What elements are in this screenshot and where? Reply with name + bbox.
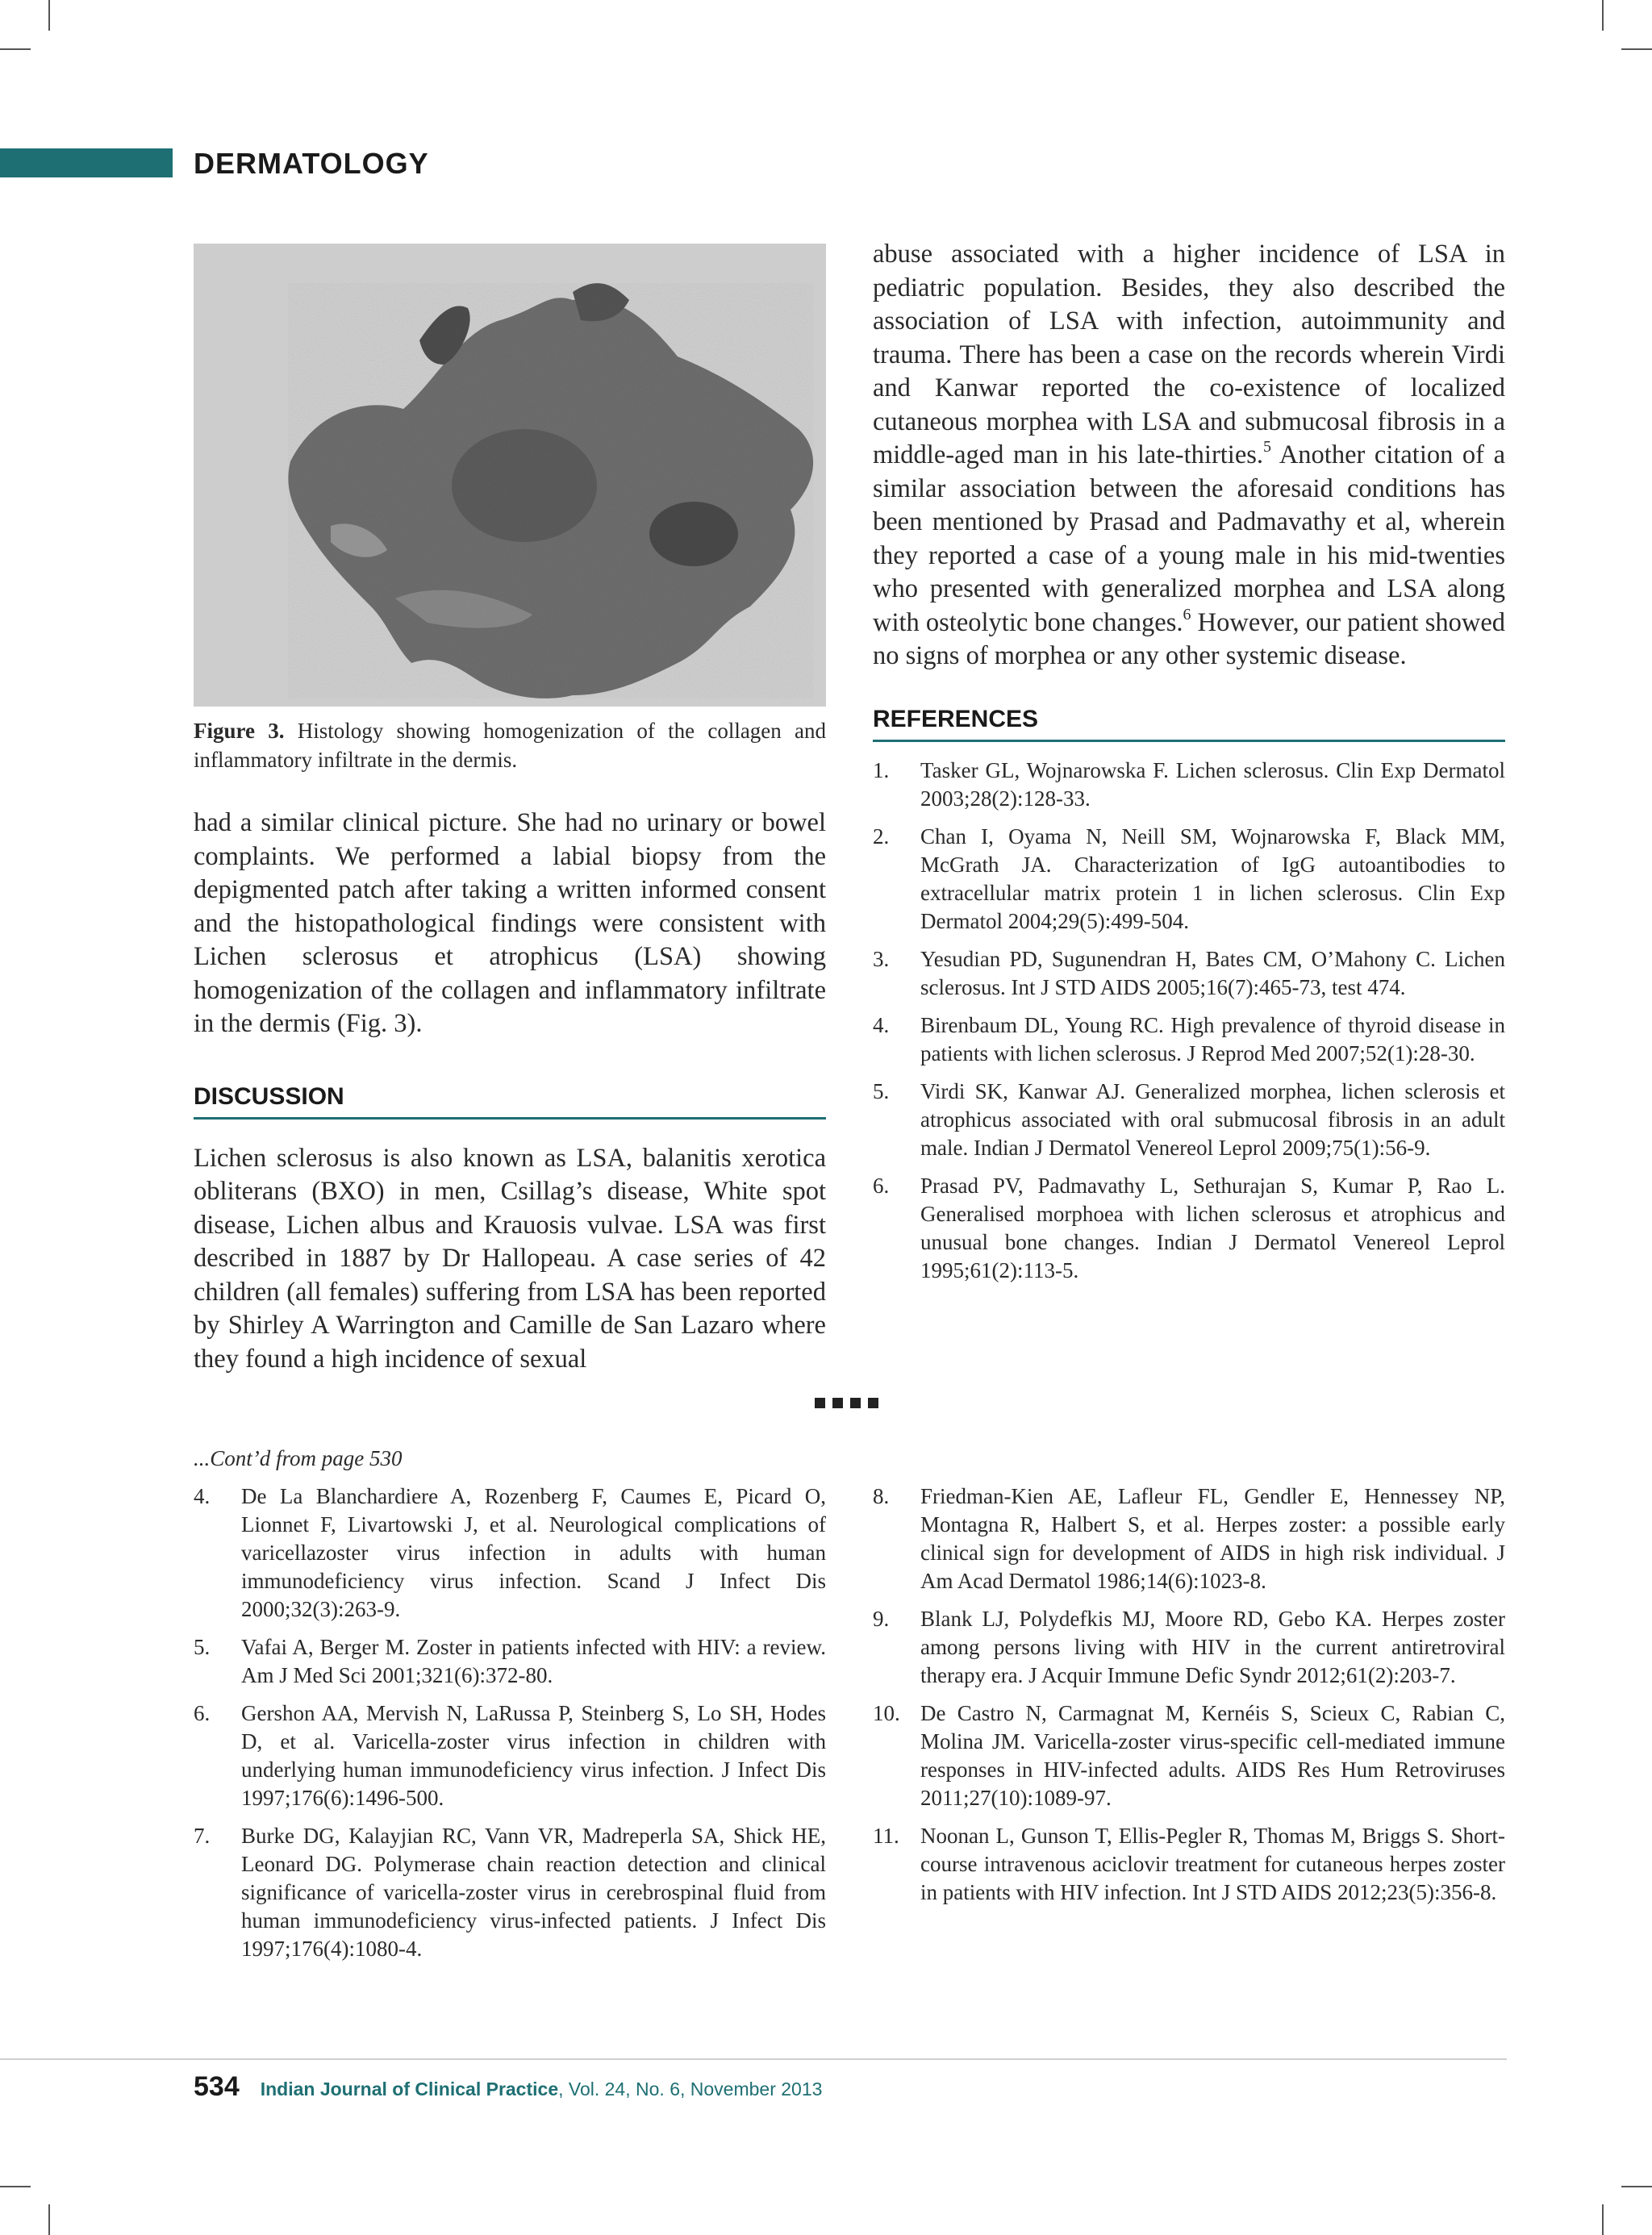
reference-text: Vafai A, Berger M. Zoster in patients infected with HIV: a review. Am J Med Sci 2001;321(6):372-80.	[241, 1635, 826, 1687]
figure-caption	[194, 716, 826, 774]
reference-text: Birenbaum DL, Young RC. High prevalence of thyroid disease in patients with lichen sclerosus. J Reprod Med 2007;52(1):28-30.	[920, 1012, 1505, 1065]
continued-left-column	[194, 1482, 826, 1973]
reference-text: Noonan L, Gunson T, Ellis-Pegler R, Thomas M, Briggs S. Short-course intravenous aciclovir treatment for cutaneous herpes zoster in patients with HIV infection. Int J STD AIDS 2012;23(5):356-8.	[920, 1824, 1505, 1904]
crop-mark	[1621, 48, 1652, 50]
section-bar	[0, 148, 173, 177]
reference-number: 6.	[194, 1701, 211, 1725]
reference-item	[873, 757, 1505, 813]
reference-number: 4.	[194, 1484, 211, 1508]
discussion-paragraph: Lichen sclerosus is also known as LSA, balanitis xerotica obliterans (BXO) in men, Csillag’s disease, White spot disease, Lichen albus and Krauosis vulvae. LSA was first described in 1887 by Dr Hallopeau. A case series of 42 children (all females) suffering from LSA has been reported by Shirley A Warrington and Camille de San Lazaro where they found a high incidence of sexual	[194, 1143, 826, 1374]
reference-text: Blank LJ, Polydefkis MJ, Moore RD, Gebo KA. Herpes zoster among persons living with HIV in the current antiretroviral therapy era. J Acquir Immune Defic Syndr 2012;61(2):203-7.	[920, 1607, 1505, 1687]
reference-text: De La Blanchardiere A, Rozenberg F, Caumes E, Picard O, Lionnet F, Livartowski J, et al. Neurological complications of varicellazoster virus infection in adults with human immunodeficiency virus infection. Scand J Infect Dis 2000;32(3):263-9.	[241, 1484, 826, 1621]
crop-mark	[1621, 2186, 1652, 2187]
figure-caption-text: Histology showing homogenization of the collagen and inflammatory infiltrate in the dermis.	[194, 719, 827, 772]
reference-text: Gershon AA, Mervish N, LaRussa P, Steinberg S, Lo SH, Hodes D, et al. Varicella-zoster virus infection in children with underlying human immunodeficiency virus infection. J Infect Dis 1997;176(6):1496-500.	[241, 1701, 826, 1810]
reference-text: Chan I, Oyama N, Neill SM, Wojnarowska F, Black MM, McGrath JA. Characterization of IgG autoantibodies to extracellular matrix protein 1 in lichen sclerosus. Clin Exp Dermatol 2004;29(5):499-504.	[920, 824, 1505, 933]
histology-figure	[194, 244, 826, 707]
reference-item	[873, 945, 1505, 1002]
reference-number: 2.	[873, 824, 890, 849]
page-number: 534	[194, 2071, 240, 2102]
crop-mark	[0, 2186, 31, 2187]
section-title: DERMATOLOGY	[194, 147, 429, 180]
reference-item	[873, 823, 1505, 936]
reference-item	[194, 1822, 826, 1963]
references-list	[873, 757, 1505, 1285]
reference-text: Friedman-Kien AE, Lafleur FL, Gendler E, Hennessey NP, Montagna R, Halbert S, et al. Herpes zoster: a possible early clinical sign for development of AIDS in high risk individual. J Am Acad Dermatol 1986;14(6):1023-8.	[920, 1484, 1505, 1593]
footer-rule	[0, 2058, 1507, 2060]
reference-number: 3.	[873, 946, 890, 971]
reference-item	[873, 1822, 1505, 1907]
right-paragraph-part-3: However, our patient showed no signs of morphea or any other systemic disease.	[873, 607, 1505, 670]
crop-mark	[48, 0, 50, 31]
reference-text: Yesudian PD, Sugunendran H, Bates CM, O’Mahony C. Lichen sclerosus. Int J STD AIDS 2005;16(7):465-73, test 474.	[920, 946, 1505, 999]
reference-number: 1.	[873, 757, 890, 782]
histology-image	[194, 244, 826, 707]
references-heading: REFERENCES	[873, 706, 1505, 742]
reference-number: 6.	[873, 1173, 890, 1198]
left-column	[194, 807, 826, 1376]
citation-5: 5	[1263, 438, 1272, 456]
reference-number: 5.	[873, 1078, 890, 1103]
right-paragraph	[873, 238, 1505, 673]
reference-text: Prasad PV, Padmavathy L, Sethurajan S, Kumar P, Rao L. Generalised morphoea with lichen sclerosus et atrophicus and unusual bone changes. Indian J Dermatol Venereol Leprol 1995;61(2):113-5.	[920, 1173, 1505, 1282]
journal-issue: , Vol. 24, No. 6, November 2013	[558, 2079, 823, 2099]
figure-label: Figure 3.	[194, 719, 285, 743]
right-paragraph-part-1: abuse associated with a higher incidence of LSA in pediatric population. Besides, they also described the association of LSA with infection, autoimmunity and trauma. There has been a case on the records wherein Virdi and Kanwar reported the co-existence of localized cutaneous morphea with LSA and submucosal fibrosis in a middle-aged man in his late-thirties.	[873, 240, 1505, 469]
reference-number: 5.	[194, 1635, 211, 1659]
reference-number: 9.	[873, 1607, 890, 1631]
reference-item	[873, 1482, 1505, 1595]
crop-mark	[48, 2204, 50, 2235]
continued-right-column	[873, 1482, 1505, 1916]
citation-6: 6	[1183, 605, 1191, 623]
reference-number: 10.	[873, 1701, 900, 1725]
continued-references-left	[194, 1482, 826, 1963]
reference-text: Virdi SK, Kanwar AJ. Generalized morphea, lichen sclerosis et atrophicus associated with oral submucosal fibrosis in an adult male. Indian J Dermatol Venereol Leprol 2009;75(1):56-9.	[920, 1078, 1505, 1160]
journal-name: Indian Journal of Clinical Practice	[260, 2079, 559, 2099]
reference-text: De Castro N, Carmagnat M, Kernéis S, Scieux C, Rabian C, Molina JM. Varicella-zoster virus-specific cell-mediated immune responses in HIV-infected adults. AIDS Res Hum Retroviruses 2011;27(10):1089-97.	[920, 1701, 1505, 1810]
right-column	[873, 238, 1505, 1295]
reference-item	[873, 1172, 1505, 1285]
reference-item	[873, 1605, 1505, 1690]
reference-item	[194, 1633, 826, 1690]
page-footer	[194, 2071, 822, 2103]
reference-number: 7.	[194, 1824, 211, 1848]
reference-item	[873, 1011, 1505, 1068]
reference-text: Burke DG, Kalayjian RC, Vann VR, Madreperla SA, Shick HE, Leonard DG. Polymerase chain reaction detection and clinical significance of varicella-zoster virus in cerebrospinal fluid from human immunodeficiency virus-infected patients. J Infect Dis 1997;176(4):1080-4.	[241, 1824, 826, 1961]
reference-number: 11.	[873, 1824, 899, 1848]
right-paragraph-part-2: Another citation of a similar association between the aforesaid conditions has been mentioned by Prasad and Padmavathy et al, wherein they reported a case of a young male in his mid-twenties who presented with generalized morphea and LSA along with osteolytic bone changes.	[873, 440, 1506, 637]
case-paragraph: had a similar clinical picture. She had no urinary or bowel complaints. We performed a labial biopsy from the depigmented patch after taking a written informed consent and the histopathological findings were consistent with Lichen sclerosus et atrophicus (LSA) showing homogenization of the collagen and inflammatory infiltrate in the dermis (Fig. 3).	[194, 808, 826, 1038]
discussion-heading: DISCUSSION	[194, 1083, 826, 1120]
reference-text: Tasker GL, Wojnarowska F. Lichen sclerosus. Clin Exp Dermatol 2003;28(2):128-33.	[920, 757, 1505, 811]
crop-mark	[1602, 2204, 1604, 2235]
reference-item	[873, 1078, 1505, 1162]
reference-number: 8.	[873, 1484, 890, 1508]
end-of-article-marker	[815, 1398, 886, 1412]
reference-item	[194, 1482, 826, 1624]
reference-item	[194, 1699, 826, 1812]
crop-mark	[0, 48, 31, 50]
crop-mark	[1602, 0, 1604, 31]
continued-label: ...Cont’d from page 530	[194, 1446, 403, 1470]
reference-item	[873, 1699, 1505, 1812]
reference-number: 4.	[873, 1012, 890, 1037]
continued-references-right	[873, 1482, 1505, 1907]
